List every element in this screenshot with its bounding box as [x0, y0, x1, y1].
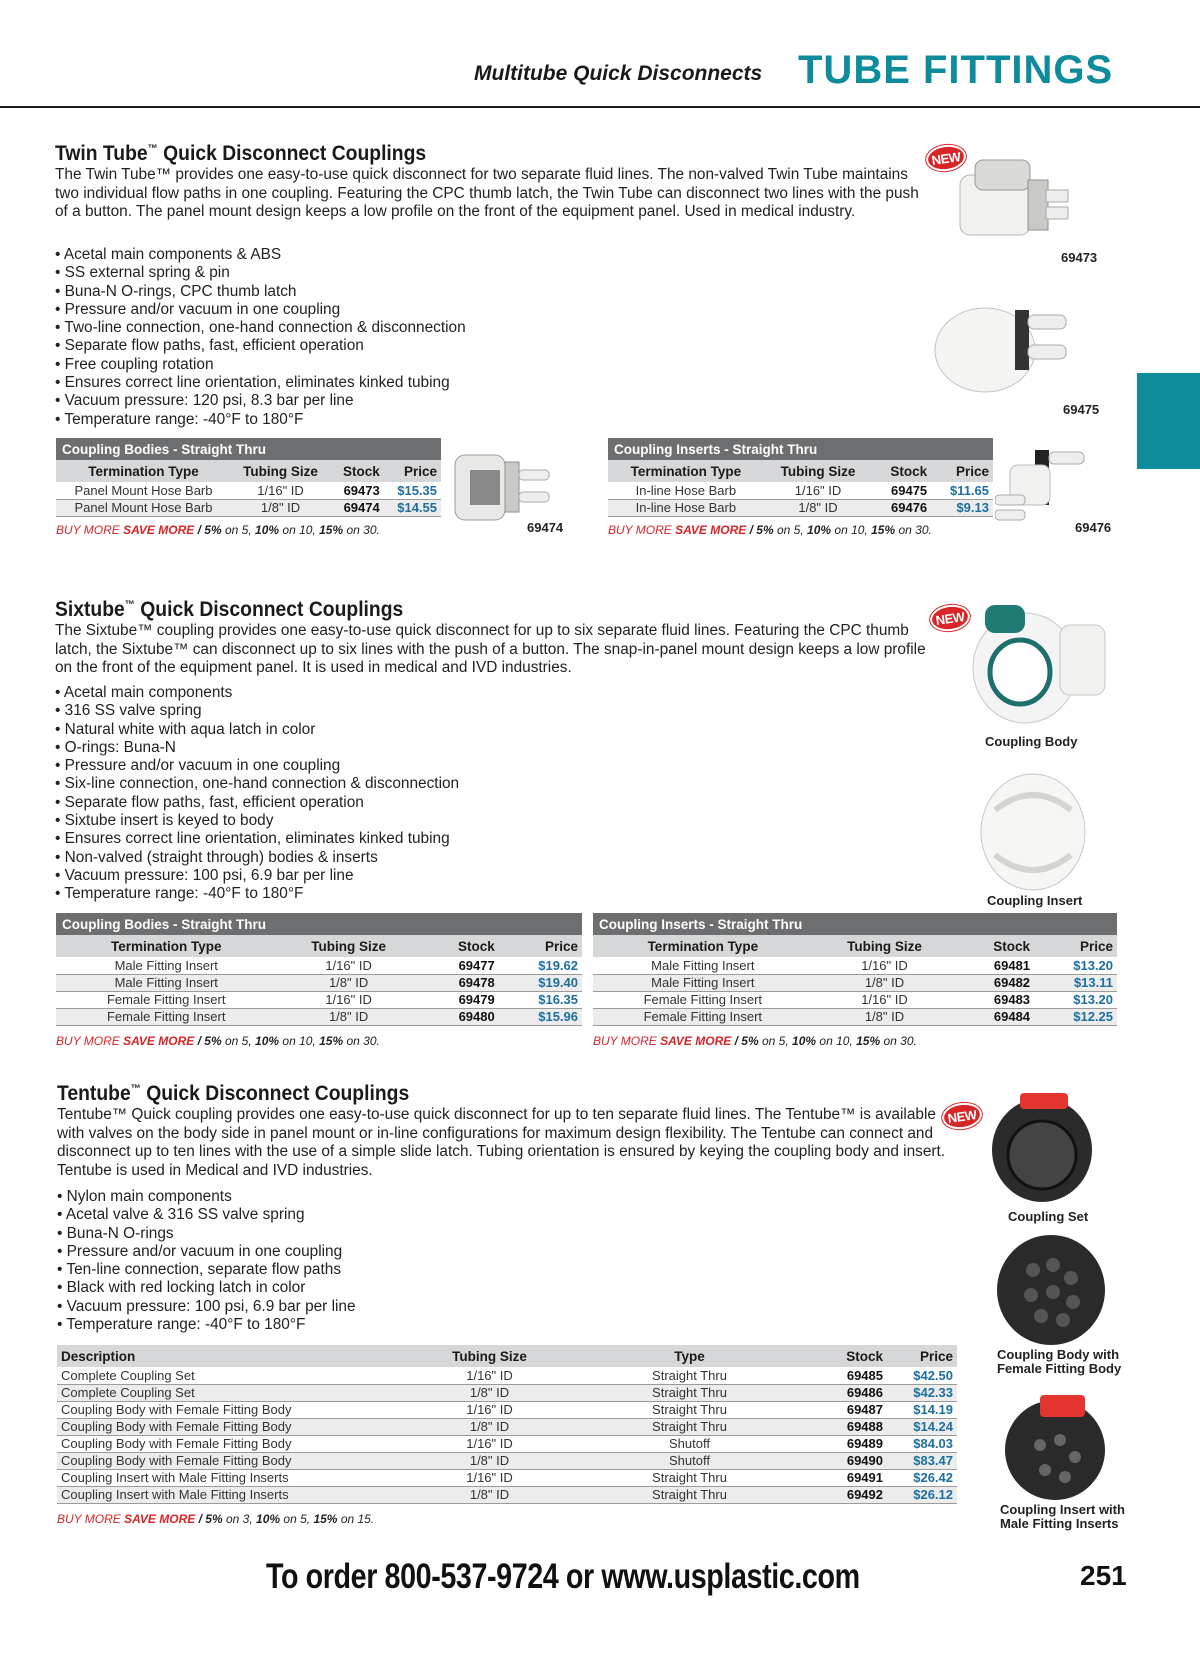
col-header: Stock	[872, 460, 931, 482]
cell: 1/8" ID	[764, 499, 873, 516]
col-header: Description	[57, 1345, 412, 1367]
table-row	[56, 1008, 582, 1025]
twin-features	[55, 246, 655, 429]
image-label: Coupling Insert with Male Fitting Inserts	[1000, 1502, 1125, 1531]
new-badge: NEW	[940, 1100, 983, 1131]
cell-price: $84.03	[887, 1435, 957, 1452]
col-header: Stock	[330, 460, 384, 482]
cell: Female Fitting Insert	[593, 1008, 813, 1025]
table-row	[57, 1486, 957, 1503]
cell-stock: 69489	[812, 1435, 887, 1452]
ten-title: Tentube™ Quick Disconnect Couplings	[57, 1082, 410, 1105]
col-header: Stock	[956, 935, 1034, 957]
buy-more-note: BUY MORE SAVE MORE / 5% on 5, 10% on 10, 15% on 30.	[608, 522, 932, 537]
feature-item: • 316 SS valve spring	[55, 702, 655, 720]
cell-stock: 69487	[812, 1401, 887, 1418]
cell: Coupling Body with Female Fitting Body	[57, 1435, 412, 1452]
feature-item: • Separate flow paths, fast, efficient operation	[55, 794, 655, 812]
product-image-69473	[950, 145, 1075, 255]
cell-price: $13.11	[1034, 974, 1117, 991]
cell-price: $19.40	[499, 974, 582, 991]
new-badge: NEW	[924, 142, 967, 173]
cell: Coupling Insert with Male Fitting Inserts	[57, 1469, 412, 1486]
cell: Male Fitting Insert	[56, 957, 276, 974]
table-title: Coupling Bodies - Straight Thru	[56, 438, 441, 460]
cell: 1/8" ID	[412, 1486, 567, 1503]
col-header: Price	[931, 460, 993, 482]
cell-stock: 69486	[812, 1384, 887, 1401]
table-row	[57, 1469, 957, 1486]
feature-item: • Buna-N O-rings	[57, 1225, 657, 1243]
cell-stock: 69482	[956, 974, 1034, 991]
image-label: 69475	[1063, 402, 1100, 417]
cell-price: $14.19	[887, 1401, 957, 1418]
cell: In-line Hose Barb	[608, 482, 764, 499]
col-header: Type	[567, 1345, 812, 1367]
table-title: Coupling Inserts - Straight Thru	[608, 438, 993, 460]
cell-stock: 69478	[421, 974, 499, 991]
feature-item: • Ensures correct line orientation, eliminates kinked tubing	[55, 830, 655, 848]
section-tab	[1137, 373, 1200, 469]
col-header: Termination Type	[56, 935, 276, 957]
product-image-69474	[450, 440, 570, 530]
cell-price: $26.42	[887, 1469, 957, 1486]
cell: 1/16" ID	[231, 482, 330, 499]
feature-item: • Temperature range: -40°F to 180°F	[55, 411, 655, 429]
col-header: Stock	[421, 935, 499, 957]
image-label: Coupling Body	[985, 734, 1078, 749]
col-header: Tubing Size	[231, 460, 330, 482]
image-label: 69473	[1061, 250, 1098, 265]
table-row	[57, 1384, 957, 1401]
cell: Coupling Body with Female Fitting Body	[57, 1418, 412, 1435]
col-header: Price	[384, 460, 441, 482]
cell-price: $14.24	[887, 1418, 957, 1435]
buy-more-note: BUY MORE SAVE MORE / 5% on 5, 10% on 10, 15% on 30.	[593, 1033, 917, 1048]
six-bodies-table	[56, 913, 582, 1048]
cell: Panel Mount Hose Barb	[56, 499, 231, 516]
feature-item: • Acetal main components	[55, 684, 655, 702]
cell: Straight Thru	[567, 1384, 812, 1401]
cell: 1/16" ID	[412, 1401, 567, 1418]
feature-item: • Acetal main components & ABS	[55, 246, 655, 264]
cell-price: $13.20	[1034, 957, 1117, 974]
header-rule	[0, 106, 1200, 108]
feature-item: • Sixtube insert is keyed to body	[55, 812, 655, 830]
cell: Female Fitting Insert	[56, 1008, 276, 1025]
feature-item: • SS external spring & pin	[55, 264, 655, 282]
twin-title: Twin Tube™ Quick Disconnect Couplings	[55, 142, 427, 165]
cell-price: $42.50	[887, 1367, 957, 1384]
image-label: Coupling Body with Female Fitting Body	[997, 1347, 1122, 1376]
cell: Complete Coupling Set	[57, 1384, 412, 1401]
image-label: Coupling Set	[1008, 1209, 1089, 1224]
cell-stock: 69485	[812, 1367, 887, 1384]
cell-stock: 69479	[421, 991, 499, 1008]
cell-stock: 69492	[812, 1486, 887, 1503]
product-image-69476	[995, 440, 1095, 530]
cell-stock: 69475	[872, 482, 931, 499]
image-label: 69476	[1075, 520, 1112, 535]
new-badge: NEW	[928, 602, 971, 633]
col-header: Tubing Size	[412, 1345, 567, 1367]
cell-price: $42.33	[887, 1384, 957, 1401]
buy-more-note: BUY MORE SAVE MORE / 5% on 5, 10% on 10, 15% on 30.	[56, 522, 380, 537]
six-features	[55, 684, 655, 904]
ten-table	[57, 1345, 957, 1526]
feature-item: • Vacuum pressure: 100 psi, 6.9 bar per line	[55, 867, 655, 885]
table-title: Coupling Inserts - Straight Thru	[593, 913, 1117, 935]
cell-price: $12.25	[1034, 1008, 1117, 1025]
product-image-coupling-body-female	[993, 1230, 1113, 1350]
cell-price: $15.35	[384, 482, 441, 499]
feature-item: • Temperature range: -40°F to 180°F	[55, 885, 655, 903]
cell-stock: 69488	[812, 1418, 887, 1435]
cell: Coupling Body with Female Fitting Body	[57, 1452, 412, 1469]
buy-more-note: BUY MORE SAVE MORE / 5% on 5, 10% on 10, 15% on 30.	[56, 1033, 380, 1048]
cell-price: $19.62	[499, 957, 582, 974]
feature-item: • Vacuum pressure: 100 psi, 6.9 bar per line	[57, 1298, 657, 1316]
feature-item: • Pressure and/or vacuum in one coupling	[57, 1243, 657, 1261]
image-label: 69474	[527, 520, 564, 535]
cell: 1/16" ID	[813, 991, 957, 1008]
product-image-coupling-set	[985, 1085, 1100, 1210]
six-inserts-table	[593, 913, 1117, 1048]
cell: Female Fitting Insert	[56, 991, 276, 1008]
feature-item: • Black with red locking latch in color	[57, 1279, 657, 1297]
table-row	[57, 1401, 957, 1418]
twin-inserts-table	[608, 438, 993, 537]
cell: Complete Coupling Set	[57, 1367, 412, 1384]
cell-stock: 69491	[812, 1469, 887, 1486]
cell: Straight Thru	[567, 1486, 812, 1503]
col-header: Tubing Size	[813, 935, 957, 957]
col-header: Tubing Size	[764, 460, 873, 482]
feature-item: • Natural white with aqua latch in color	[55, 721, 655, 739]
cell: 1/16" ID	[412, 1435, 567, 1452]
col-header: Stock	[812, 1345, 887, 1367]
cell: 1/8" ID	[231, 499, 330, 516]
feature-item: • Two-line connection, one-hand connection & disconnection	[55, 319, 655, 337]
cell: 1/16" ID	[764, 482, 873, 499]
cell: Straight Thru	[567, 1401, 812, 1418]
product-image-69475	[930, 290, 1080, 400]
six-description: The Sixtube™ coupling provides one easy-to-use quick disconnect for up to six separate fluid lines. Featuring the CPC thumb latch, the Sixtube™ can disconnect up to six lines with the push of a button. The snap-in-panel mount design keeps a low profile on the front of the equipment panel. It is used in medical and IVD industries.	[55, 622, 926, 677]
cell: Straight Thru	[567, 1469, 812, 1486]
feature-item: • Six-line connection, one-hand connection & disconnection	[55, 775, 655, 793]
table-row	[56, 957, 582, 974]
header-subtitle: Multitube Quick Disconnects	[474, 62, 763, 85]
cell: 1/16" ID	[412, 1469, 567, 1486]
cell: Shutoff	[567, 1452, 812, 1469]
col-header: Termination Type	[608, 460, 764, 482]
cell-stock: 69490	[812, 1452, 887, 1469]
feature-item: • Vacuum pressure: 120 psi, 8.3 bar per line	[55, 392, 655, 410]
table-title: Coupling Bodies - Straight Thru	[56, 913, 582, 935]
cell-price: $14.55	[384, 499, 441, 516]
header-title: TUBE FITTINGS	[798, 48, 1114, 92]
cell: Straight Thru	[567, 1367, 812, 1384]
cell-price: $15.96	[499, 1008, 582, 1025]
cell-price: $16.35	[499, 991, 582, 1008]
cell-stock: 69480	[421, 1008, 499, 1025]
table-row	[593, 991, 1117, 1008]
col-header: Termination Type	[593, 935, 813, 957]
col-header: Price	[887, 1345, 957, 1367]
table-row	[593, 1008, 1117, 1025]
cell: Shutoff	[567, 1435, 812, 1452]
cell: 1/8" ID	[412, 1418, 567, 1435]
table-row	[56, 482, 441, 499]
col-header: Price	[1034, 935, 1117, 957]
ten-description: Tentube™ Quick coupling provides one easy-to-use quick disconnect for up to ten separate fluid lines. The Tentube™ is available with valves on the body side in panel mount or in-line configurations for maximum design flexibility. The Tentube can connect and disconnect up to ten lines with the use of a simple slide latch. Tubing orientation is ensured by keying the coupling body and insert. Tentube is used in Medical and IVD industries.	[57, 1106, 946, 1179]
table-row	[608, 499, 993, 516]
feature-item: • Non-valved (straight through) bodies & inserts	[55, 849, 655, 867]
cell: 1/16" ID	[813, 957, 957, 974]
feature-item: • Pressure and/or vacuum in one coupling	[55, 301, 655, 319]
cell: 1/16" ID	[276, 957, 420, 974]
cell-stock: 69476	[872, 499, 931, 516]
table-row	[57, 1435, 957, 1452]
cell: Male Fitting Insert	[593, 974, 813, 991]
cell-price: $11.65	[931, 482, 993, 499]
feature-item: • Separate flow paths, fast, efficient operation	[55, 337, 655, 355]
table-row	[57, 1367, 957, 1384]
feature-item: • Ensures correct line orientation, eliminates kinked tubing	[55, 374, 655, 392]
twin-description: The Twin Tube™ provides one easy-to-use quick disconnect for two separate fluid lines. The non-valved Twin Tube maintains two individual flow paths in one coupling. Featuring the CPC thumb latch, the Twin Tube can disconnect two lines with the push of a button. The panel mount design keeps a low profile on the front of the equipment panel. Used in medical industry.	[55, 166, 919, 221]
col-header: Price	[499, 935, 582, 957]
cell-stock: 69473	[330, 482, 384, 499]
cell-stock: 69483	[956, 991, 1034, 1008]
cell: 1/8" ID	[412, 1384, 567, 1401]
table-row	[57, 1418, 957, 1435]
feature-item: • Pressure and/or vacuum in one coupling	[55, 757, 655, 775]
cell: Male Fitting Insert	[56, 974, 276, 991]
twin-bodies-table	[56, 438, 441, 537]
feature-item: • O-rings: Buna-N	[55, 739, 655, 757]
cell: Male Fitting Insert	[593, 957, 813, 974]
cell: 1/8" ID	[276, 1008, 420, 1025]
ten-features	[57, 1188, 657, 1334]
cell: Female Fitting Insert	[593, 991, 813, 1008]
cell: Panel Mount Hose Barb	[56, 482, 231, 499]
cell: 1/8" ID	[813, 1008, 957, 1025]
order-info: To order 800-537-9724 or www.usplastic.com	[266, 1557, 860, 1596]
cell-price: $13.20	[1034, 991, 1117, 1008]
table-row	[593, 957, 1117, 974]
cell-stock: 69484	[956, 1008, 1034, 1025]
col-header: Tubing Size	[276, 935, 420, 957]
six-title: Sixtube™ Quick Disconnect Couplings	[55, 598, 404, 621]
feature-item: • Nylon main components	[57, 1188, 657, 1206]
cell-price: $26.12	[887, 1486, 957, 1503]
cell-stock: 69474	[330, 499, 384, 516]
feature-item: • Temperature range: -40°F to 180°F	[57, 1316, 657, 1334]
table-row	[56, 499, 441, 516]
cell: 1/16" ID	[412, 1367, 567, 1384]
cell: 1/8" ID	[412, 1452, 567, 1469]
table-row	[56, 991, 582, 1008]
feature-item: • Ten-line connection, separate flow paths	[57, 1261, 657, 1279]
cell: Coupling Insert with Male Fitting Inserts	[57, 1486, 412, 1503]
cell-stock: 69481	[956, 957, 1034, 974]
feature-item: • Free coupling rotation	[55, 356, 655, 374]
buy-more-note: BUY MORE SAVE MORE / 5% on 3, 10% on 5, 15% on 15.	[57, 1511, 375, 1526]
page-number: 251	[1080, 1560, 1127, 1591]
feature-item: • Buna-N O-rings, CPC thumb latch	[55, 283, 655, 301]
cell: 1/16" ID	[276, 991, 420, 1008]
cell-price: $9.13	[931, 499, 993, 516]
table-row	[57, 1452, 957, 1469]
cell: Coupling Body with Female Fitting Body	[57, 1401, 412, 1418]
table-row	[56, 974, 582, 991]
product-image-coupling-insert-male	[1000, 1385, 1115, 1505]
cell: 1/8" ID	[276, 974, 420, 991]
feature-item: • Acetal valve & 316 SS valve spring	[57, 1206, 657, 1224]
table-row	[608, 482, 993, 499]
col-header: Termination Type	[56, 460, 231, 482]
cell: Straight Thru	[567, 1418, 812, 1435]
table-row	[593, 974, 1117, 991]
cell-stock: 69477	[421, 957, 499, 974]
cell: In-line Hose Barb	[608, 499, 764, 516]
product-image-coupling-body	[965, 600, 1115, 730]
cell: 1/8" ID	[813, 974, 957, 991]
cell-price: $83.47	[887, 1452, 957, 1469]
image-label: Coupling Insert	[987, 893, 1083, 908]
product-image-coupling-insert	[975, 770, 1095, 895]
